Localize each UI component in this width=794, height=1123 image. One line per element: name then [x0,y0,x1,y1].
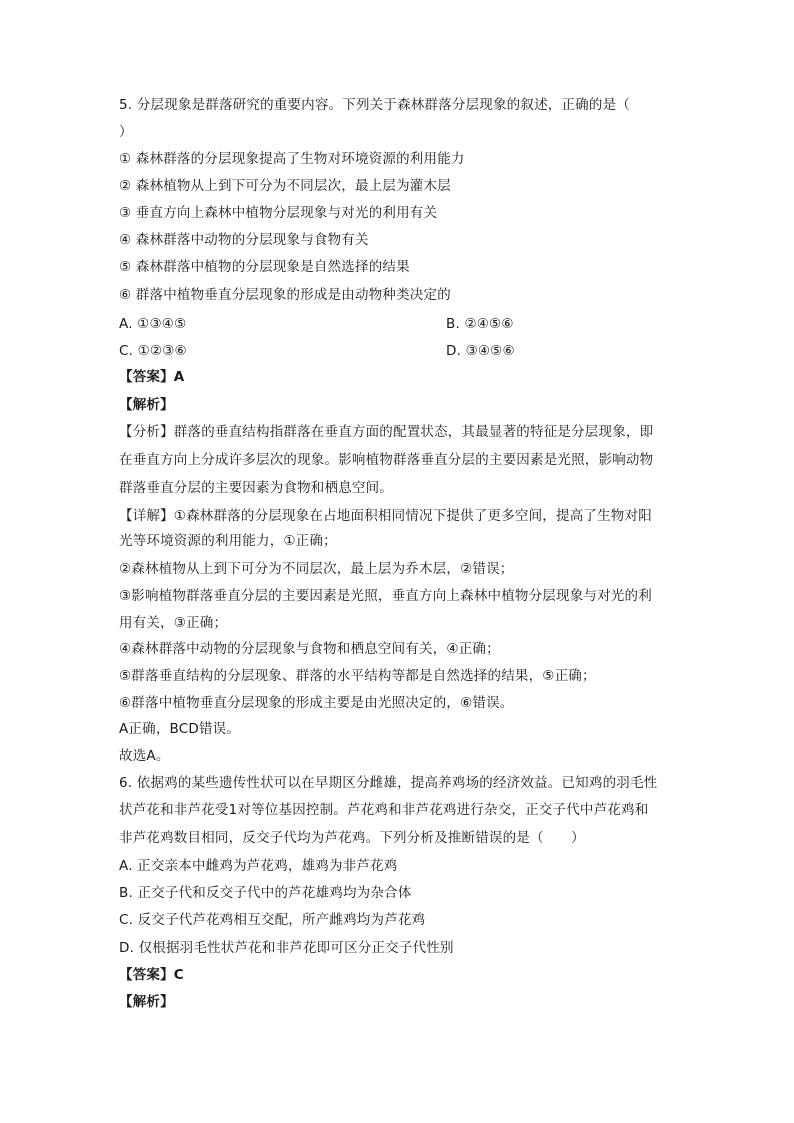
q5-xiangjie-line1: 【详解】①森林群落的分层现象在占地面积相同情况下提供了更多空间，提高了生物对阳 [119,508,652,524]
q5-conclusion: A正确，BCD错误。 [119,721,241,737]
q5-xiangjie-line2: 光等环境资源的利用能力，①正确； [119,533,337,549]
q6-stem-line3: 非芦花鸡数目相同，反交子代均为芦花鸡。下列分析及推断错误的是（ ） [119,830,585,846]
q6-option-b: B. 正交子代和反交子代中的芦花雄鸡均为杂合体 [119,885,412,901]
q6-option-a: A. 正交亲本中雌鸡为芦花鸡，雄鸡为非芦花鸡 [119,858,398,874]
q5-stem-line1: 5. 分层现象是群落研究的重要内容。下列关于森林群落分层现象的叙述，正确的是（ [119,97,630,113]
q5-fenxi-line3: 群落垂直分层的主要因素为食物和栖息空间。 [119,480,393,496]
q5-statement-4: ④ 森林群落中动物的分层现象与食物有关 [119,232,369,248]
q5-statement-3: ③ 垂直方向上森林中植物分层现象与对光的利用有关 [119,205,438,221]
q5-xiangjie-line4: ③影响植物群落垂直分层的主要因素是光照，垂直方向上森林中植物分层现象与对光的利 [119,588,652,604]
q5-stem-line2: ） [119,124,133,140]
q5-xiangjie-line6: ④森林群落中动物的分层现象与食物和栖息空间有关，④正确； [119,641,500,657]
q6-stem-line1: 6. 依据鸡的某些遗传性状可以在早期区分雌雄，提高养鸡场的经济效益。已知鸡的羽毛性 [119,775,658,791]
q5-answer: 【答案】A [119,369,185,385]
q5-analysis-heading: 【解析】 [119,397,174,413]
q5-xiangjie-line8: ⑥群落中植物垂直分层现象的形成主要是由光照决定的，⑥错误。 [119,695,514,711]
q5-choose: 故选A。 [119,748,170,764]
q5-option-a: A. ①③④⑤ [119,316,187,332]
q5-xiangjie-line7: ⑤群落垂直结构的分层现象、群落的水平结构等都是自然选择的结果，⑤正确； [119,668,596,684]
q5-option-c: C. ①②③⑥ [119,343,187,359]
q5-statement-6: ⑥ 群落中植物垂直分层现象的形成是由动物种类决定的 [119,287,451,303]
q6-stem-line2: 状芦花和非芦花受1对等位基因控制。芦花鸡和非芦花鸡进行杂交，正交子代中芦花鸡和 [119,802,649,818]
q5-statement-1: ① 森林群落的分层现象提高了生物对环境资源的利用能力 [119,151,465,167]
q5-option-d: D. ③④⑤⑥ [446,343,515,359]
q6-answer: 【答案】C [119,967,184,983]
q6-option-d: D. 仅根据羽毛性状芦花和非芦花即可区分正交子代性别 [119,940,454,956]
q5-xiangjie-line3: ②森林植物从上到下可分为不同层次，最上层为乔木层，②错误； [119,561,514,577]
q5-fenxi-line1: 【分析】群落的垂直结构指群落在垂直方面的配置状态，其最显著的特征是分层现象，即 [119,424,654,440]
q6-analysis-heading: 【解析】 [119,994,174,1010]
q5-statement-5: ⑤ 森林群落中植物的分层现象是自然选择的结果 [119,259,410,275]
q5-statement-2: ② 森林植物从上到下可分为不同层次，最上层为灌木层 [119,178,451,194]
q5-xiangjie-line5: 用有关，③正确； [119,615,228,631]
q5-option-b: B. ②④⑤⑥ [446,316,514,332]
q5-fenxi-line2: 在垂直方向上分成许多层次的现象。影响植物群落垂直分层的主要因素是光照，影响动物 [119,452,654,468]
q6-option-c: C. 反交子代芦花鸡相互交配，所产雌鸡均为芦花鸡 [119,912,426,928]
